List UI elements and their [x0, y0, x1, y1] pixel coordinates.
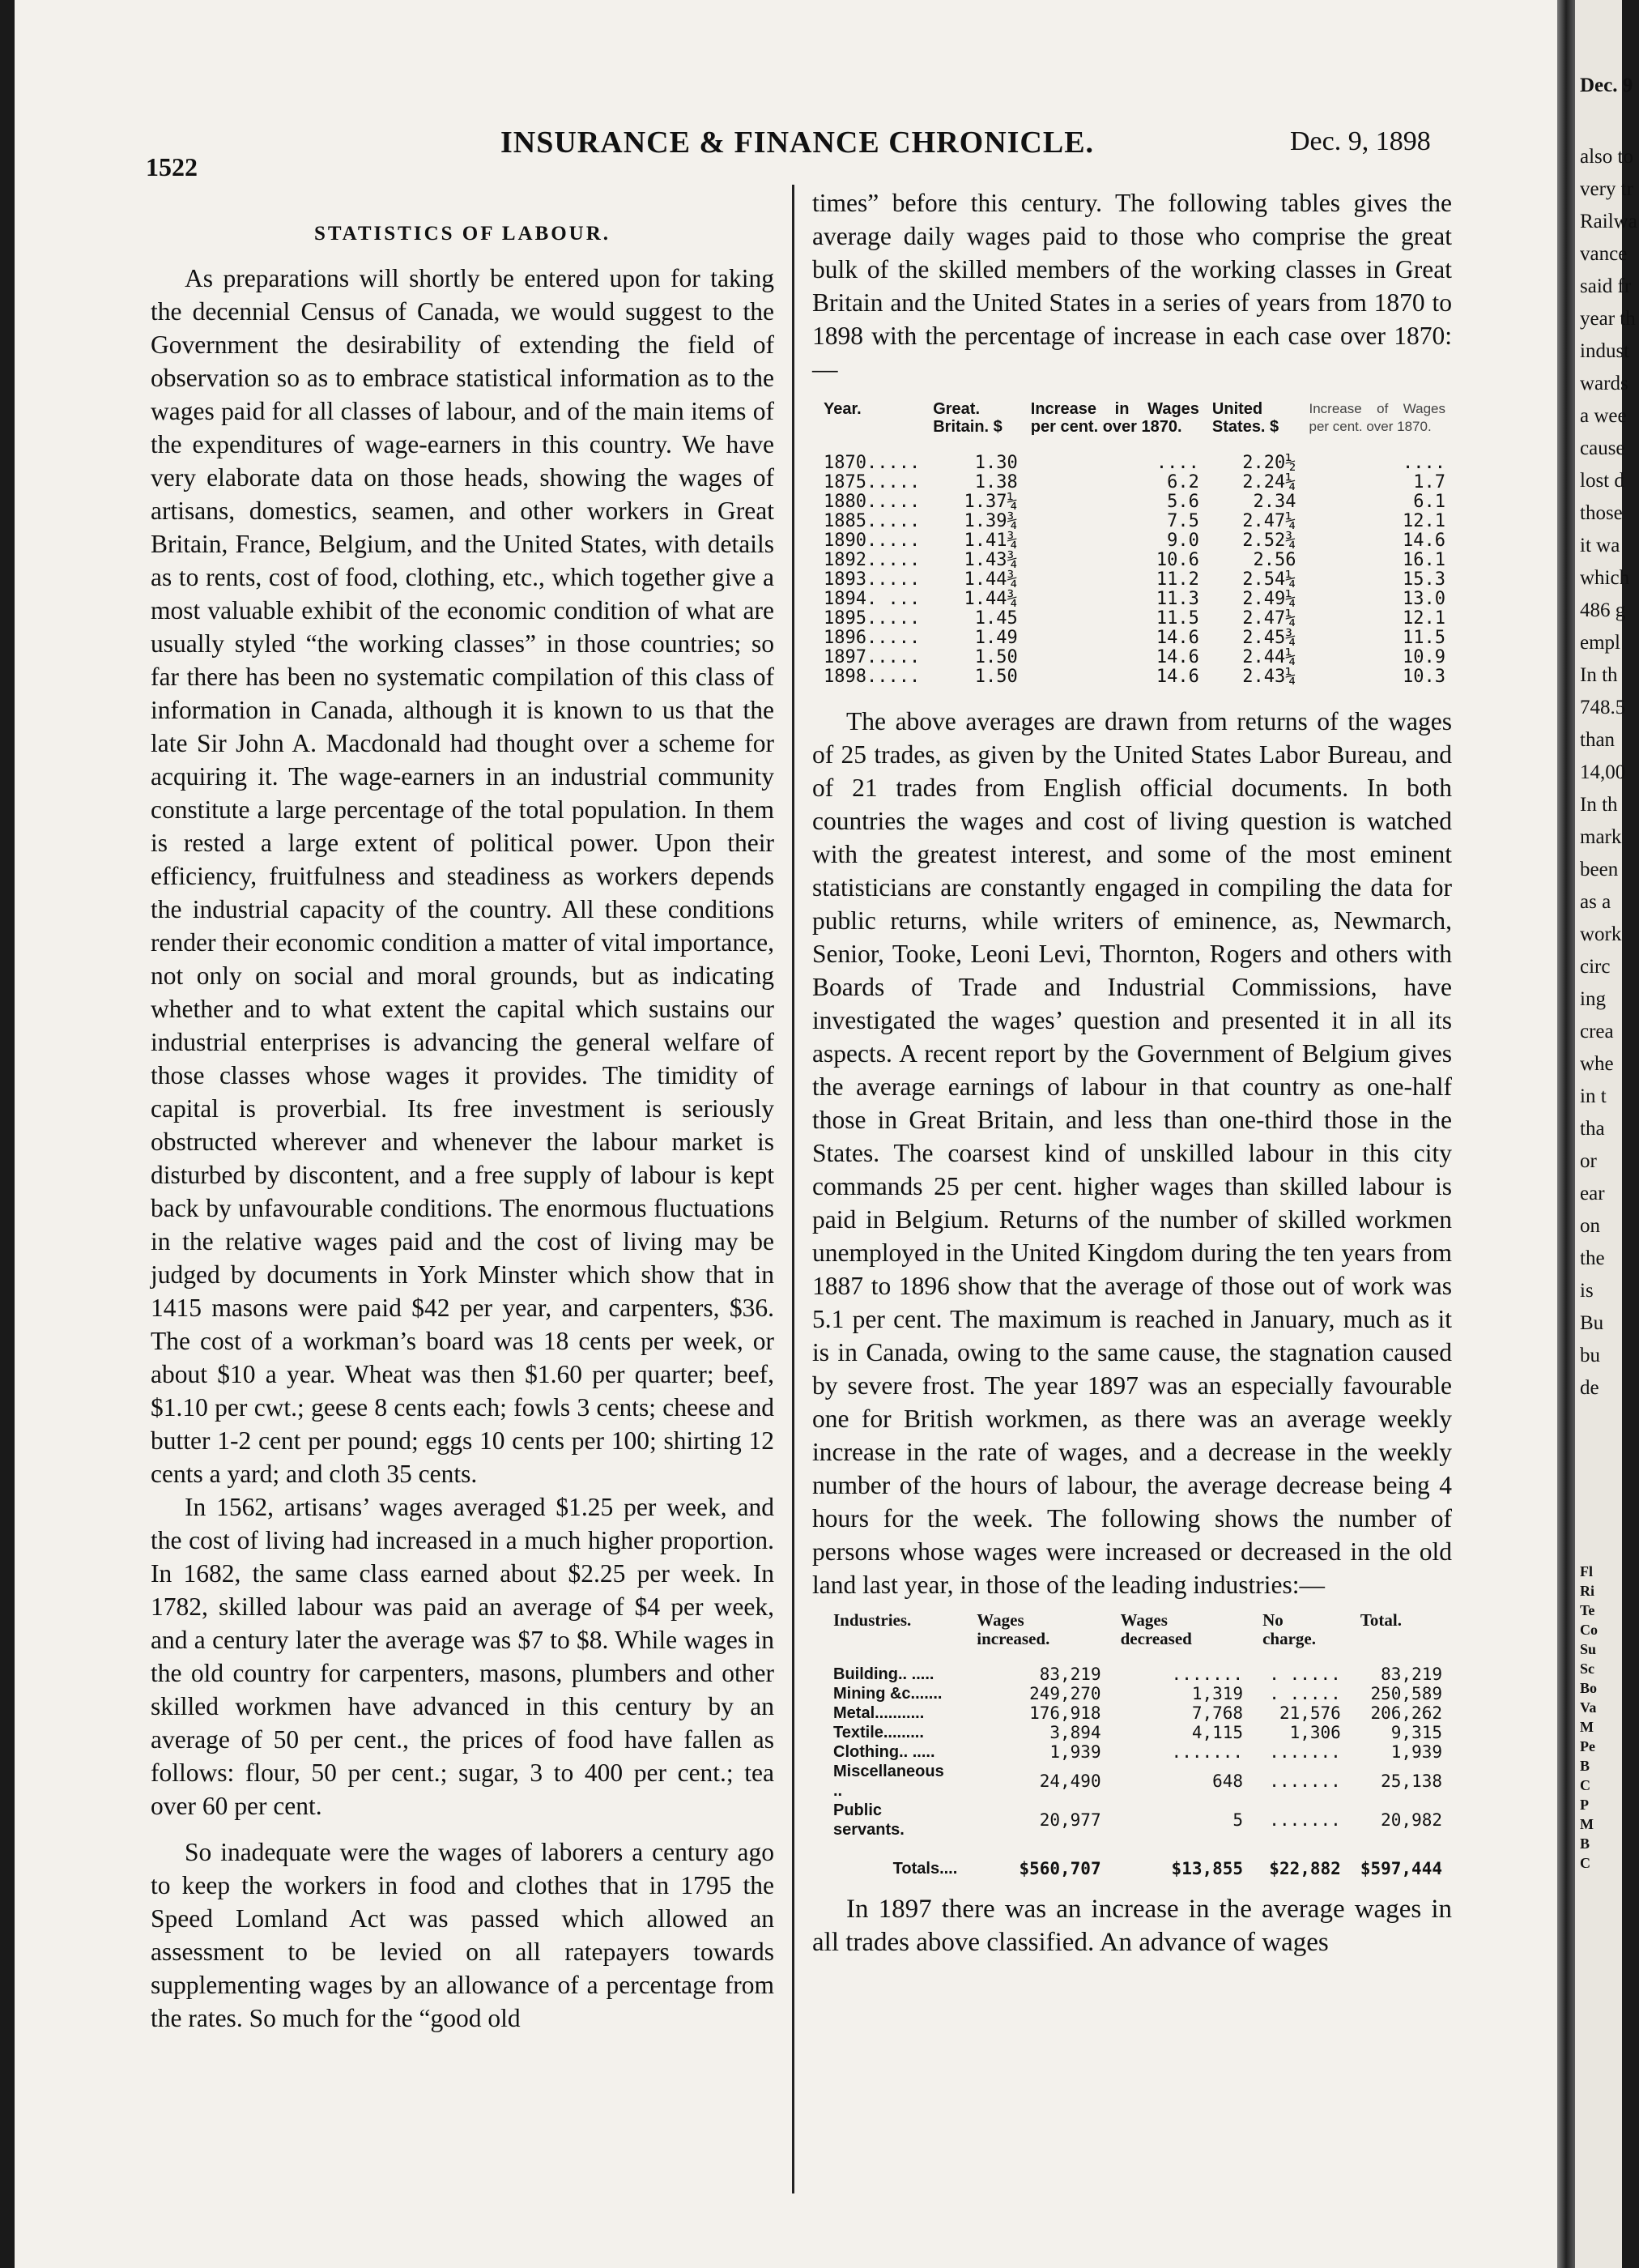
table-cell: ....: [1403, 453, 1445, 473]
table-cell: 10.9: [1403, 647, 1445, 667]
table-cell: 2.54¼: [1242, 569, 1296, 590]
table-cell: 21,576: [1279, 1703, 1341, 1723]
table-row: [817, 454, 1452, 473]
table-header: Total.: [1360, 1610, 1402, 1630]
adjacent-text-line: 748.5: [1580, 697, 1626, 718]
table-cell: $597,444: [1360, 1859, 1442, 1878]
table-cell: 16.1: [1403, 550, 1445, 570]
table-header: Industries.: [833, 1610, 912, 1630]
table-header: Increase in Wages per cent. over 1870.: [1030, 400, 1199, 436]
table-cell: 1.44¾: [964, 569, 1018, 590]
table-body: [817, 454, 1452, 687]
table-cell: 14.6: [1156, 647, 1199, 667]
table-cell: 1893.....: [824, 569, 921, 590]
table-cell: 1875.....: [824, 472, 921, 492]
table-cell: .......: [1171, 1665, 1244, 1684]
adjacent-text-line: de: [1580, 1377, 1599, 1399]
adjacent-text-line: In th: [1580, 664, 1618, 686]
adjacent-text-line: Bu: [1580, 1312, 1604, 1334]
table-row: [817, 590, 1452, 609]
table-cell: 1.7: [1413, 472, 1445, 492]
paragraph: times” before this century. The following tables gives the average daily wages paid to those who comprise the great bulk of the skilled members of the working classes in Great Britain and the United States in a series of years from 1870 to 1898 with the percentage of increase in each case over 1870:—: [812, 189, 1452, 383]
table-cell: 14.6: [1156, 667, 1199, 687]
table-cell: 14.6: [1156, 628, 1199, 648]
table-header: Wages decreased: [1120, 1610, 1192, 1648]
table-cell: 1898.....: [824, 667, 921, 687]
adjacent-page-fragment: [1575, 0, 1637, 2268]
table-row: [817, 648, 1452, 667]
adjacent-text-line: Pe: [1580, 1738, 1595, 1754]
table-cell: 1.39¾: [964, 511, 1018, 531]
table-cell: . .....: [1269, 1684, 1341, 1703]
table-cell: 1,306: [1289, 1723, 1341, 1742]
table-cell: 6.1: [1413, 492, 1445, 512]
adjacent-text-line: 14,00: [1580, 761, 1626, 783]
table-cell: Totals....: [892, 1860, 958, 1878]
adjacent-text-line: a wee: [1580, 405, 1627, 427]
table-cell: ....: [1156, 453, 1199, 473]
table-cell: 1870.....: [824, 453, 921, 473]
adjacent-text-line: very tr: [1580, 178, 1633, 200]
adjacent-text-line: Ri: [1580, 1583, 1594, 1599]
adjacent-text-line: In th: [1580, 794, 1618, 816]
table-cell: 2.24¼: [1242, 472, 1296, 492]
table-cell: 11.5: [1403, 628, 1445, 648]
table-cell: Metal...........: [833, 1704, 925, 1722]
adjacent-text-line: on: [1580, 1215, 1600, 1237]
adjacent-text-line: Fl: [1580, 1563, 1593, 1580]
table-cell: 3,894: [1049, 1723, 1101, 1742]
adjacent-text-line: Railwa: [1580, 211, 1637, 232]
table-cell: 83,219: [1039, 1665, 1101, 1684]
table-cell: 1.44¾: [964, 589, 1018, 609]
table-header: Wages increased.: [977, 1610, 1050, 1648]
adjacent-text-line: vance: [1580, 243, 1628, 265]
table-cell: $13,855: [1171, 1859, 1244, 1878]
table-row: [817, 492, 1452, 512]
table-cell: 1,319: [1191, 1684, 1244, 1703]
adjacent-text-line: Co: [1580, 1622, 1598, 1638]
table-row: [824, 1665, 1452, 1684]
industries-table: [824, 1611, 1452, 1878]
adjacent-text-line: wards: [1580, 373, 1628, 394]
adjacent-text-line: the: [1580, 1247, 1605, 1269]
table-cell: Public servants.: [833, 1801, 905, 1839]
adjacent-text-line: Sc: [1580, 1660, 1594, 1677]
adjacent-text-line: tha: [1580, 1118, 1605, 1140]
table-cell: $560,707: [1019, 1859, 1101, 1878]
adjacent-text-line: C: [1580, 1855, 1590, 1871]
table-cell: 176,918: [1029, 1703, 1101, 1723]
table-cell: 12.1: [1403, 511, 1445, 531]
table-cell: Clothing.. .....: [833, 1743, 935, 1761]
adjacent-text-line: been: [1580, 859, 1619, 880]
adjacent-text-line: indust: [1580, 340, 1630, 362]
table-cell: 2.49¼: [1242, 589, 1296, 609]
table-cell: 1.38: [974, 472, 1018, 492]
adjacent-page-header: Dec. 9: [1580, 75, 1633, 96]
adjacent-text-line: Te: [1580, 1602, 1595, 1618]
table-row: [817, 512, 1452, 531]
table-body: [824, 1665, 1452, 1878]
adjacent-text-line: said fr: [1580, 275, 1632, 297]
table-cell: Mining &c.......: [833, 1685, 943, 1703]
adjacent-text-line: crea: [1580, 1021, 1614, 1042]
adjacent-text-line: 486 g: [1580, 599, 1626, 621]
table-cell: 9.0: [1167, 531, 1199, 551]
table-cell: 4,115: [1191, 1723, 1244, 1742]
table-cell: 7,768: [1191, 1703, 1244, 1723]
table-row: [817, 473, 1452, 492]
table-cell: 1.37¼: [964, 492, 1018, 512]
adjacent-text-line: lost d: [1580, 470, 1624, 492]
table-cell: 13.0: [1403, 589, 1445, 609]
table-header: No charge.: [1262, 1610, 1316, 1648]
adjacent-text-line: Va: [1580, 1699, 1597, 1716]
table-cell: .......: [1269, 1810, 1341, 1830]
paragraph: In 1897 there was an increase in the average wages in all trades above classified. An advance of wages: [812, 1895, 1452, 1957]
table-cell: 24,490: [1039, 1771, 1101, 1791]
table-cell: 14.6: [1403, 531, 1445, 551]
adjacent-text-line: circ: [1580, 956, 1611, 978]
adjacent-text-line: B: [1580, 1758, 1590, 1774]
table-cell: 6.2: [1167, 472, 1199, 492]
adjacent-text-line: work: [1580, 923, 1622, 945]
adjacent-text-line: M: [1580, 1719, 1594, 1735]
table-header: Great. Britain. $: [933, 400, 1003, 436]
table-cell: 2.44¼: [1242, 647, 1296, 667]
table-row: [824, 1762, 1452, 1801]
table-cell: 2.43¼: [1242, 667, 1296, 687]
adjacent-text-line: Su: [1580, 1641, 1597, 1657]
table-cell: .......: [1269, 1742, 1341, 1762]
table-cell: Building.. .....: [833, 1665, 934, 1683]
table-cell: 83,219: [1381, 1665, 1442, 1684]
table-cell: Textile.........: [833, 1724, 924, 1742]
table-cell: $22,882: [1269, 1859, 1341, 1878]
table-cell: 10.6: [1156, 550, 1199, 570]
adjacent-text-line: in t: [1580, 1085, 1607, 1107]
table-cell: 2.20½: [1242, 453, 1296, 473]
table-cell: 20,977: [1039, 1810, 1101, 1830]
table-cell: 11.2: [1156, 569, 1199, 590]
table-cell: 1897.....: [824, 647, 921, 667]
page-number: 1522: [146, 152, 198, 181]
table-cell: 1.45: [974, 608, 1018, 629]
table-row: [817, 531, 1452, 551]
table-cell: 1895.....: [824, 608, 921, 629]
table-cell: 5: [1232, 1810, 1244, 1830]
table-cell: 15.3: [1403, 569, 1445, 590]
adjacent-text-line: cause: [1580, 437, 1625, 459]
adjacent-text-line: than: [1580, 729, 1616, 751]
right-column: [812, 186, 1452, 1959]
table-cell: 20,982: [1381, 1810, 1442, 1830]
table-cell: 2.34: [1253, 492, 1296, 512]
adjacent-text-line: ing: [1580, 988, 1606, 1010]
table-cell: 2.47¼: [1242, 511, 1296, 531]
adjacent-text-line: as a: [1580, 891, 1611, 913]
table-cell: 5.6: [1167, 492, 1199, 512]
table-cell: .......: [1171, 1742, 1244, 1762]
table-row: [817, 609, 1452, 629]
table-cell: 11.3: [1156, 589, 1199, 609]
table-cell: 11.5: [1156, 608, 1199, 629]
adjacent-text-line: mark: [1580, 826, 1622, 848]
table-cell: 250,589: [1370, 1684, 1442, 1703]
table-row: [817, 551, 1452, 570]
adjacent-text-line: it wa: [1580, 535, 1620, 556]
page-header: [15, 122, 1529, 181]
adjacent-text-line: ear: [1580, 1183, 1605, 1204]
paragraph: As preparations will shortly be entered upon for taking the decennial Census of Canada, we would suggest to the Government the desirability of extending the field of observation so as to embrace statistical information as to the wages paid for all classes of labour, and of the main items of the expenditures of wage-earners in this country. We have very elaborate data on those heads, showing the wages of artisans, domestics, seamen, and other workers in Great Britain, France, Belgium, and the United States, with details as to rents, cost of food, clothing, etc., which together give a most valuable exhibit of the economic condition of what are usually styled “the working classes” in those countries; so far there has been no systematic compilation of this class of information in Canada, although it is known to us that the late Sir John A. Macdonald had thought over a scheme for acquiring it. The wage-earners in an industrial community constitute a large percentage of the total population. In them is rested a large extent of political power. Upon their efficiency, fruitfulness and steadiness as workers depends the industrial capacity of the country. All these conditions render their economic condition a matter of vital importance, not only on social and moral grounds, but as indicating whether and to what extent the capital which sustains our industrial enterprises is advancing the general welfare of those classes whose wages it provides. The timidity of capital is proverbial. Its free investment is seriously obstructed wherever and whenever the labour market is disturbed by discontent, and a free supply of labour is kept back by unfavourable conditions. The enormous fluctuations in the relative wages paid and the cost of living may be judged by documents in York Minster which show that in 1415 masons were paid $42 per year, and carpenters, $36. The cost of a workman’s board was 18 cents per week, or about $10 a year. Wheat was then $1.60 per quarter; beef, $1.10 per cwt.; geese 8 cents each; fowls 3 cents; cheese and butter 1-2 cent per pound; eggs 10 cents per 100; shirting 12 cents a yard; and cloth 35 cents.: [151, 264, 774, 1488]
table-cell: 1.43¾: [964, 550, 1018, 570]
table-cell: 1.41¾: [964, 531, 1018, 551]
table-cell: 1,939: [1390, 1742, 1442, 1762]
adjacent-text-line: P: [1580, 1797, 1589, 1813]
paragraph: In 1562, artisans’ wages averaged $1.25 per week, and the cost of living had increased in a much higher proportion. In 1682, the same class earned about $2.25 per week. In 1782, skilled labour was paid an average of $4 per week, and a century later the average was $7 to $8. While wages in the old country for carpenters, masons, plumbers and other skilled workmen have advanced in this century by an average of 50 per cent., the prices of food have fallen as follows: flour, 50 per cent.; sugar, 3 to 400 per cent.; tea over 60 per cent.: [151, 1493, 774, 1820]
adjacent-text-line: empl: [1580, 632, 1620, 654]
column-rule: [792, 185, 794, 2193]
journal-title: INSURANCE & FINANCE CHRONICLE.: [500, 126, 1095, 160]
table-cell: 1.49: [974, 628, 1018, 648]
table-header: Year.: [824, 400, 862, 418]
adjacent-text-line: is: [1580, 1280, 1594, 1302]
adjacent-text-line: year th: [1580, 308, 1636, 330]
table-cell: 10.3: [1403, 667, 1445, 687]
table-cell: 12.1: [1403, 608, 1445, 629]
adjacent-text-line: whe: [1580, 1053, 1614, 1075]
table-header: Increase of Wages per cent. over 1870.: [1309, 401, 1445, 434]
book-binding: [1557, 0, 1575, 2268]
table-cell: 2.52¾: [1242, 531, 1296, 551]
table-cell: .......: [1269, 1771, 1341, 1791]
table-row: [824, 1742, 1452, 1762]
totals-row: [824, 1840, 1452, 1878]
adjacent-text-line: C: [1580, 1777, 1590, 1793]
table-row: [817, 629, 1452, 648]
table-cell: 206,262: [1370, 1703, 1442, 1723]
adjacent-text-line: which: [1580, 567, 1630, 589]
table-cell: Miscellaneous ..: [833, 1763, 944, 1800]
table-cell: 1.50: [974, 667, 1018, 687]
left-column: [151, 204, 774, 2035]
table-cell: 1892.....: [824, 550, 921, 570]
adjacent-text-line: also to: [1580, 146, 1633, 168]
adjacent-text-line: bu: [1580, 1345, 1600, 1366]
table-cell: 25,138: [1381, 1771, 1442, 1791]
table-row: [824, 1703, 1452, 1723]
adjacent-text-line: or: [1580, 1150, 1597, 1172]
table-cell: 1885.....: [824, 511, 921, 531]
table-cell: 2.45¾: [1242, 628, 1296, 648]
table-header: United States. $: [1211, 400, 1279, 436]
adjacent-text-line: those: [1580, 502, 1623, 524]
paragraph: The above averages are drawn from returns of the wages of 25 trades, as given by the United States Labor Bureau, and of 21 trades from English official documents. In both countries the wages and cost of living question is watched with the greatest interest, and some of the most eminent statisticians are constantly engaged in compiling the data for public returns, while writers of eminence, as, Newmarch, Senior, Tooke, Leoni Levi, Thornton, Rogers and others with Boards of Trade and Industrial Commissions, have investigated the wages’ question and presented it in all its aspects. A recent report by the Government of Belgium gives the average earnings of labour in that country as one-half those in Great Britain, and less than one-third those in the States. The coarsest kind of unskilled labour in this city commands 25 per cent. higher wages than skilled labour is paid in Belgium. Returns of the number of skilled workmen unemployed in the United Kingdom during the ten years from 1887 to 1896 show that the average of those out of work was 5.1 per cent. The maximum is reached in January, much as it is in Canada, owing to the same cause, the stagnation caused by severe frost. The year 1897 was an especially favourable one for British workmen, as there was an average weekly increase in the rate of wages, and a decrease in the weekly number of the hours of labour, the average decrease being 4 hours for the week. The following shows the number of persons whose wages were increased or decreased in the old land last year, in those of the leading industries:—: [812, 707, 1452, 1599]
article-heading: STATISTICS OF LABOUR.: [313, 223, 611, 245]
table-row: [824, 1684, 1452, 1703]
table-row: [817, 570, 1452, 590]
issue-date: Dec. 9, 1898: [1290, 126, 1431, 156]
table-row: [817, 667, 1452, 687]
table-cell: 1.50: [974, 647, 1018, 667]
wages-table: [817, 400, 1452, 687]
adjacent-text-line: B: [1580, 1835, 1590, 1852]
table-cell: 1894. ...: [824, 589, 921, 609]
table-cell: 648: [1212, 1771, 1244, 1791]
adjacent-text-line: M: [1580, 1816, 1594, 1832]
table-cell: 7.5: [1167, 511, 1199, 531]
table-row: [824, 1801, 1452, 1840]
table-cell: 1880.....: [824, 492, 921, 512]
adjacent-text-line: Bo: [1580, 1680, 1598, 1696]
table-cell: 1896.....: [824, 628, 921, 648]
table-cell: 249,270: [1029, 1684, 1101, 1703]
table-row: [824, 1723, 1452, 1742]
table-cell: 1,939: [1049, 1742, 1101, 1762]
page: [15, 0, 1637, 2268]
table-cell: 1.30: [974, 453, 1018, 473]
table-cell: 9,315: [1390, 1723, 1442, 1742]
table-cell: 2.47¼: [1242, 608, 1296, 629]
table-cell: . .....: [1269, 1665, 1341, 1684]
table-cell: 1890.....: [824, 531, 921, 551]
table-cell: 2.56: [1253, 550, 1296, 570]
paragraph: So inadequate were the wages of laborers a century ago to keep the workers in food and clothes that in 1795 the Speed Lomland Act was passed which allowed an assessment to be levied on all ratepayers towards supplementing wages by an allowance of a percentage from the rates. So much for the “good old: [151, 1838, 774, 2032]
